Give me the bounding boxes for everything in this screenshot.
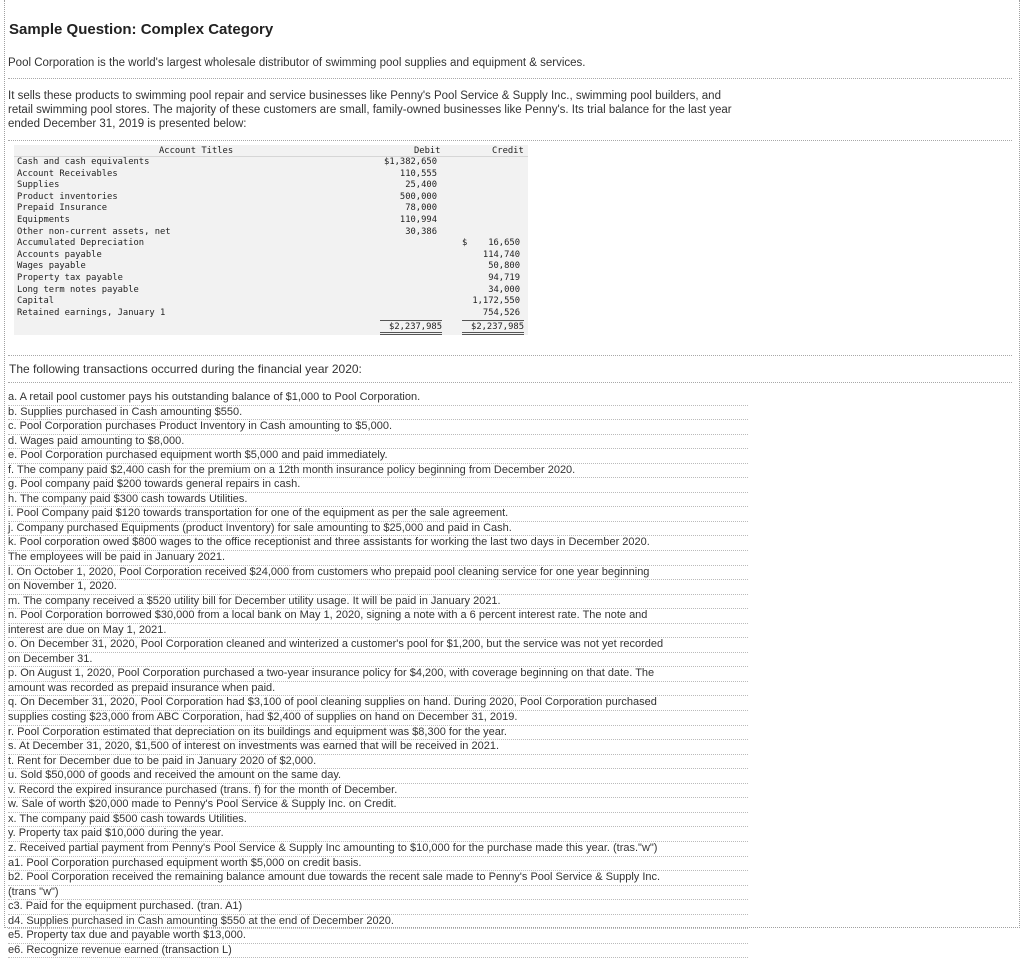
debit-amount: $1,382,650 bbox=[384, 157, 437, 167]
account-title: Equipments bbox=[17, 215, 70, 225]
transaction-line: y. Property tax paid $10,000 during the year. bbox=[8, 827, 748, 842]
transaction-line: a. A retail pool customer pays his outstanding balance of $1,000 to Pool Corporation. bbox=[8, 391, 748, 406]
divider bbox=[8, 78, 1012, 79]
divider bbox=[8, 140, 1012, 141]
credit-amount: 34,000 bbox=[488, 284, 520, 295]
debit-double-rule bbox=[380, 332, 442, 335]
transaction-line: c. Pool Corporation purchases Product Inventory in Cash amounting to $5,000. bbox=[8, 420, 748, 435]
transaction-line: e6. Recognize revenue earned (transaction L) bbox=[8, 944, 748, 958]
account-title: Property tax payable bbox=[17, 273, 123, 283]
transaction-line: supplies costing $23,000 from ABC Corporation, had $2,400 of supplies on hand on December 31, 2019. bbox=[8, 711, 748, 726]
account-title: Accounts payable bbox=[17, 249, 102, 260]
credit-amount: 1,172,550 bbox=[472, 296, 520, 307]
debit-total: $2,237,985 bbox=[389, 322, 442, 332]
transaction-line: w. Sale of worth $20,000 made to Penny's Pool Service & Supply Inc. on Credit. bbox=[8, 798, 748, 813]
intro-paragraph-2: It sells these products to swimming pool repair and service businesses like Penny's Pool Service & Supply Inc., swimming pool builders, and retail swimming pool stores. The majority of these customers are small, family-owned businesses like Penny's. Its trial balance for the last year ended December 31, 2019 is presented below: bbox=[8, 90, 732, 130]
transaction-line: r. Pool Corporation estimated that depreciation on its buildings and equipment was $8,300 for the year. bbox=[8, 726, 748, 741]
transaction-line: b2. Pool Corporation received the remaining balance amount due towards the recent sale made to Penny's Pool Service & Supply Inc. bbox=[8, 871, 748, 886]
page-title: Sample Question: Complex Category bbox=[9, 21, 274, 38]
account-title: Prepaid Insurance bbox=[17, 203, 108, 214]
credit-amount: 50,800 bbox=[488, 261, 520, 272]
account-title: Account Receivables bbox=[17, 168, 118, 179]
account-title: Product inventories bbox=[17, 191, 118, 202]
transaction-line: e5. Property tax due and payable worth $13,000. bbox=[8, 929, 748, 944]
credit-amount: 94,719 bbox=[488, 273, 520, 283]
account-title: Capital bbox=[17, 296, 55, 307]
credit-dollar-sign: $ bbox=[462, 238, 468, 248]
transaction-line: c3. Paid for the equipment purchased. (tran. A1) bbox=[8, 900, 748, 915]
credit-amount: 114,740 bbox=[482, 249, 520, 260]
transaction-line: m. The company received a $520 utility bill for December utility usage. It will be paid in January 2021. bbox=[8, 595, 748, 610]
transaction-line: n. Pool Corporation borrowed $30,000 from a local bank on May 1, 2020, signing a note with a 6 percent interest rate. The note and bbox=[8, 609, 748, 624]
debit-total-rule bbox=[380, 320, 442, 321]
transaction-line: s. At December 31, 2020, $1,500 of interest on investments was earned that will be received in 2021. bbox=[8, 740, 748, 755]
debit-amount: 500,000 bbox=[399, 191, 437, 202]
transaction-line: The employees will be paid in January 2021. bbox=[8, 551, 748, 566]
account-title: Long term notes payable bbox=[17, 284, 139, 295]
transaction-line: v. Record the expired insurance purchased (trans. f) for the month of December. bbox=[8, 784, 748, 799]
transaction-line: e. Pool Corporation purchased equipment worth $5,000 and paid immediately. bbox=[8, 449, 748, 464]
transaction-line: d4. Supplies purchased in Cash amounting $550 at the end of December 2020. bbox=[8, 915, 748, 930]
trial-balance-table bbox=[14, 145, 528, 335]
account-title: Supplies bbox=[17, 180, 60, 191]
debit-header: Debit bbox=[414, 146, 441, 156]
credit-double-rule bbox=[462, 332, 524, 335]
divider bbox=[8, 382, 1012, 383]
debit-amount: 110,994 bbox=[399, 215, 437, 225]
intro-paragraph-1: Pool Corporation is the world's largest wholesale distributor of swimming pool supplies and equipment & services. bbox=[8, 57, 586, 69]
credit-amount: 754,526 bbox=[482, 307, 520, 318]
transaction-line: t. Rent for December due to be paid in January 2020 of $2,000. bbox=[8, 755, 748, 770]
transaction-line: interest are due on May 1, 2021. bbox=[8, 624, 748, 639]
transaction-line: on November 1, 2020. bbox=[8, 580, 748, 595]
debit-amount: 30,386 bbox=[405, 226, 437, 237]
transaction-line: u. Sold $50,000 of goods and received the amount on the same day. bbox=[8, 769, 748, 784]
transactions-list bbox=[8, 391, 748, 958]
account-title: Cash and cash equivalents bbox=[17, 157, 150, 167]
transaction-line: j. Company purchased Equipments (product Inventory) for sale amounting to $25,000 and paid in Cash. bbox=[8, 522, 748, 537]
debit-amount: 78,000 bbox=[405, 203, 437, 214]
credit-header: Credit bbox=[492, 146, 524, 156]
transaction-line: g. Pool company paid $200 towards general repairs in cash. bbox=[8, 478, 748, 493]
account-title: Accumulated Depreciation bbox=[17, 238, 145, 249]
debit-amount: 110,555 bbox=[399, 168, 437, 179]
transaction-line: z. Received partial payment from Penny's Pool Service & Supply Inc amounting to $10,000 for the purchase made this year. (tras."w") bbox=[8, 842, 748, 857]
transaction-line: amount was recorded as prepaid insurance when paid. bbox=[8, 682, 748, 697]
account-title: Other non-current assets, net bbox=[17, 226, 171, 237]
transaction-line: d. Wages paid amounting to $8,000. bbox=[8, 435, 748, 450]
transaction-line: i. Pool Company paid $120 towards transportation for one of the equipment as per the sale agreement. bbox=[8, 507, 748, 522]
transaction-line: a1. Pool Corporation purchased equipment worth $5,000 on credit basis. bbox=[8, 857, 748, 872]
transaction-line: q. On December 31, 2020, Pool Corporation had $3,100 of pool cleaning supplies on hand. During 2020, Pool Corporation purchased bbox=[8, 696, 748, 711]
transaction-line: f. The company paid $2,400 cash for the premium on a 12th month insurance policy beginning from December 2020. bbox=[8, 464, 748, 479]
transaction-line: p. On August 1, 2020, Pool Corporation purchased a two-year insurance policy for $4,200, with coverage beginning on that date. The bbox=[8, 667, 748, 682]
transaction-line: h. The company paid $300 cash towards Utilities. bbox=[8, 493, 748, 508]
transaction-line: l. On October 1, 2020, Pool Corporation received $24,000 from customers who prepaid pool cleaning service for one year beginning bbox=[8, 566, 748, 581]
transaction-line: k. Pool corporation owed $800 wages to the office receptionist and three assistants for working the last two days in December 2020. bbox=[8, 536, 748, 551]
credit-total: $2,237,985 bbox=[471, 322, 524, 332]
debit-amount: 25,400 bbox=[405, 180, 437, 191]
credit-amount: 16,650 bbox=[488, 238, 520, 249]
account-titles-header: Account Titles bbox=[159, 146, 234, 156]
credit-total-rule bbox=[462, 320, 524, 321]
transaction-line: (trans "w") bbox=[8, 886, 748, 901]
transaction-line: o. On December 31, 2020, Pool Corporation cleaned and winterized a customer's pool for $1,200, but the service was not yet recorded bbox=[8, 638, 748, 653]
divider bbox=[8, 355, 1012, 356]
transaction-line: x. The company paid $500 cash towards Utilities. bbox=[8, 813, 748, 828]
transaction-line: b. Supplies purchased in Cash amounting $550. bbox=[8, 406, 748, 421]
transaction-line: on December 31. bbox=[8, 653, 748, 668]
account-title: Wages payable bbox=[17, 261, 86, 272]
account-title: Retained earnings, January 1 bbox=[17, 307, 166, 318]
transactions-lead: The following transactions occurred during the financial year 2020: bbox=[9, 362, 362, 376]
